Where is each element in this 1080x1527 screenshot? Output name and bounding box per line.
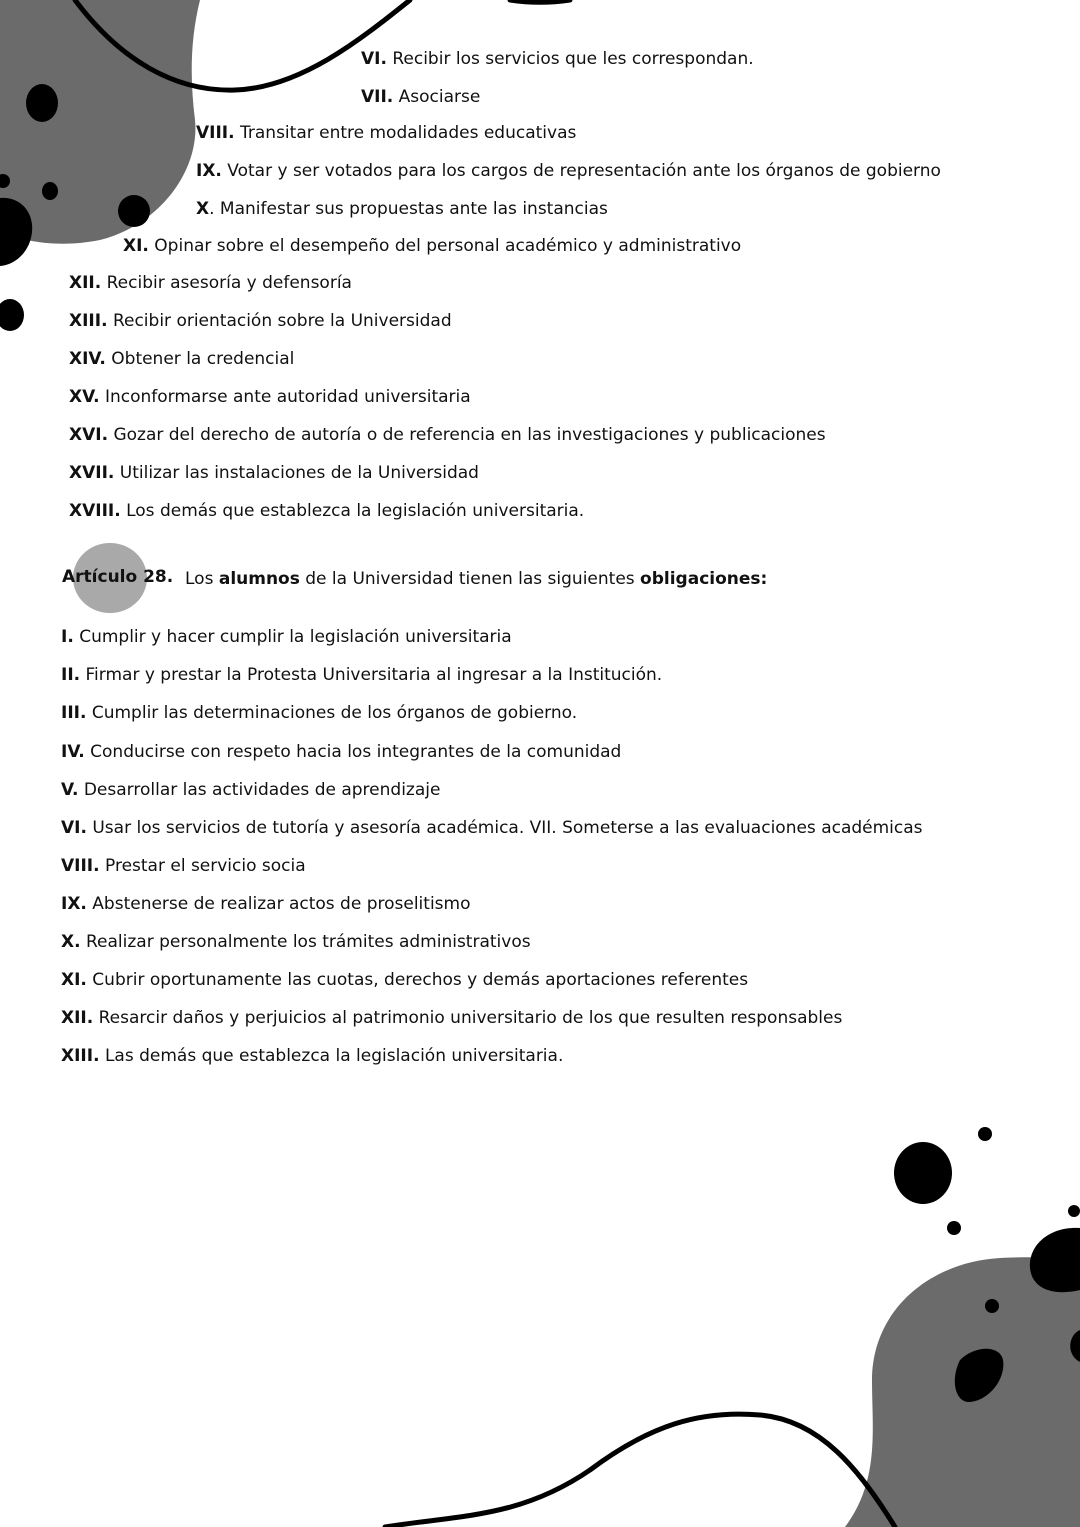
item-text: Recibir orientación sobre la Universidad: [112, 311, 452, 331]
item-text: Recibir los servicios que les correspondan.: [392, 49, 754, 69]
dot: [118, 195, 150, 227]
item-text: Resarcir daños y perjuicios al patrimonio universitario de los que resulten responsables: [98, 1008, 843, 1028]
item-text: Conducirse con respeto hacia los integrantes de la comunidad: [90, 742, 622, 762]
item-number: VI.: [61, 818, 87, 838]
list-item: [69, 272, 352, 294]
list-item: [61, 931, 531, 953]
list-item: [361, 86, 480, 108]
item-number: V.: [61, 780, 79, 800]
item-text: Obtener la credencial: [111, 349, 295, 369]
item-number: XVIII.: [69, 501, 121, 521]
item-number: XIII.: [61, 1046, 100, 1066]
item-number: XIV.: [69, 349, 106, 369]
list-item: [61, 855, 306, 877]
dot: [26, 84, 58, 122]
dot: [985, 1299, 999, 1313]
intro-bold-obligaciones: obligaciones:: [640, 569, 768, 589]
item-text: Utilizar las instalaciones de la Universidad: [119, 463, 479, 483]
item-number: XII.: [61, 1008, 94, 1028]
list-item: [61, 1007, 842, 1029]
item-number: VIII.: [196, 123, 235, 143]
item-number: II.: [61, 665, 81, 685]
dot: [978, 1127, 992, 1141]
list-item: [196, 198, 608, 220]
item-text: Recibir asesoría y defensoría: [106, 273, 352, 293]
intro-bold-alumnos: alumnos: [218, 569, 300, 589]
list-item: [69, 310, 452, 332]
item-number: VII.: [361, 87, 394, 107]
list-item: [361, 48, 754, 70]
item-number: IX.: [61, 894, 87, 914]
item-text: Opinar sobre el desempeño del personal académico y administrativo: [154, 236, 742, 256]
list-item: [196, 160, 941, 182]
article-intro: [185, 568, 767, 590]
list-item: [61, 702, 577, 724]
bottom-right-curve: [385, 1414, 895, 1527]
list-item: [61, 741, 621, 763]
item-number: XII.: [69, 273, 102, 293]
item-number: III.: [61, 703, 87, 723]
article-label: Artículo 28.: [62, 567, 174, 587]
item-number: I.: [61, 627, 74, 647]
dot: [0, 299, 24, 331]
intro-start: Los: [185, 569, 219, 589]
item-text: Votar y ser votados para los cargos de representación ante los órganos de gobierno: [227, 161, 941, 181]
list-item: [61, 779, 440, 801]
item-text: Gozar del derecho de autoría o de referencia en las investigaciones y publicaciones: [113, 425, 826, 445]
item-text: Asociarse: [398, 87, 481, 107]
item-text: Abstenerse de realizar actos de proselitismo: [92, 894, 471, 914]
list-item: [69, 348, 294, 370]
item-number: XVII.: [69, 463, 115, 483]
item-text: Realizar personalmente los trámites administrativos: [85, 932, 531, 952]
list-item: [69, 386, 471, 408]
item-text: Las demás que establezca la legislación universitaria.: [104, 1046, 564, 1066]
item-text: Cubrir oportunamente las cuotas, derechos y demás aportaciones referentes: [92, 970, 749, 990]
item-number: X.: [61, 932, 81, 952]
list-item: [123, 235, 741, 257]
list-item: [69, 462, 479, 484]
item-text: Usar los servicios de tutoría y asesoría académica. VII. Someterse a las evaluaciones académicas: [92, 818, 923, 838]
list-item: [61, 664, 662, 686]
item-text: Transitar entre modalidades educativas: [240, 123, 577, 143]
item-number: XVI.: [69, 425, 109, 445]
dot: [42, 182, 58, 200]
list-item: [61, 969, 748, 991]
list-item: [61, 893, 471, 915]
item-number: IX.: [196, 161, 222, 181]
item-text: . Manifestar sus propuestas ante las instancias: [209, 199, 608, 219]
list-item: [61, 1045, 563, 1067]
item-number: X: [196, 199, 210, 219]
item-number: IV.: [61, 742, 85, 762]
dot: [894, 1142, 952, 1204]
intro-mid: de la Universidad tienen las siguientes: [299, 569, 641, 589]
list-item: [69, 424, 826, 446]
item-number: XIII.: [69, 311, 108, 331]
item-text: Desarrollar las actividades de aprendizaje: [83, 780, 441, 800]
item-text: Inconformarse ante autoridad universitaria: [104, 387, 471, 407]
dot: [1068, 1205, 1080, 1217]
item-text: Los demás que establezca la legislación universitaria.: [126, 501, 585, 521]
list-item: [196, 122, 576, 144]
dot: [1030, 1228, 1080, 1292]
item-number: VIII.: [61, 856, 100, 876]
list-item: [69, 500, 584, 522]
item-text: Prestar el servicio socia: [105, 856, 306, 876]
item-number: XI.: [123, 236, 149, 256]
item-text: Cumplir y hacer cumplir la legislación universitaria: [79, 627, 512, 647]
item-number: XV.: [69, 387, 100, 407]
list-item: [61, 817, 923, 839]
dot: [947, 1221, 961, 1235]
list-item: [61, 626, 512, 648]
item-text: Firmar y prestar la Protesta Universitaria al ingresar a la Institución.: [85, 665, 663, 685]
item-text: Cumplir las determinaciones de los órganos de gobierno.: [91, 703, 578, 723]
item-number: VI.: [361, 49, 387, 69]
item-number: XI.: [61, 970, 87, 990]
top-left-blob: [0, 0, 200, 244]
